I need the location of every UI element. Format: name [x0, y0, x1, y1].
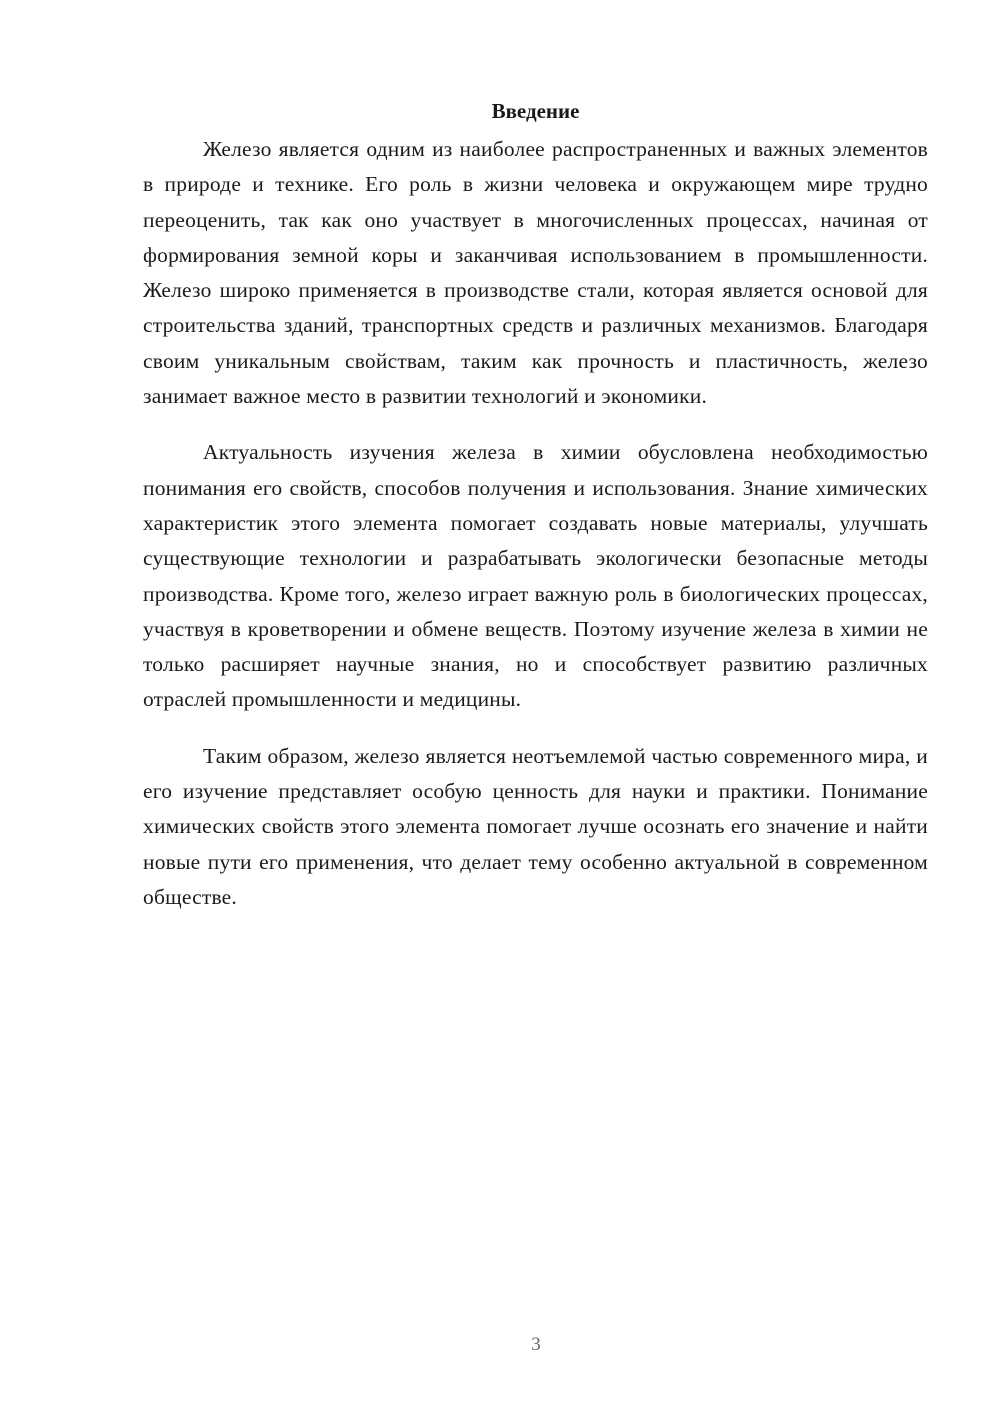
paragraph-relevance: Актуальность изучения железа в химии обусловлена необходимостью понимания его свойств, способов получения и использования. Знание химических характеристик этого элемента помогает создавать новые материалы, улучшать существующие технологии и разрабатывать экологически безопасные методы производства. Кроме того, железо играет важную роль в биологических процессах, участвуя в кроветворении и обмене веществ. Поэтому изучение железа в химии не только расширяет научные знания, но и способствует развитию различных отраслей промышленности и медицины.	[143, 440, 928, 712]
paragraph-introduction: Железо является одним из наиболее распространенных и важных элементов в природе и технике. Его роль в жизни человека и окружающем мире трудно переоценить, так как оно участвует в многочисленных процессах, начиная от формирования земной коры и заканчивая использованием в промышленности. Железо широко применяется в производстве стали, которая является основой для строительства зданий, транспортных средств и различных механизмов. Благодаря своим уникальным свойствам, таким как прочность и пластичность, железо занимает важное место в развитии технологий и экономики.	[143, 137, 928, 409]
page-title: Введение	[491, 99, 580, 123]
page-number: 3	[531, 1334, 541, 1355]
paragraph-conclusion: Таким образом, железо является неотъемлемой частью современного мира, и его изучение представляет особую ценность для науки и практики. Понимание химических свойств этого элемента помогает лучше осознать его значение и найти новые пути его применения, что делает тему особенно актуальной в современном обществе.	[143, 743, 928, 909]
page-content	[143, 96, 928, 936]
